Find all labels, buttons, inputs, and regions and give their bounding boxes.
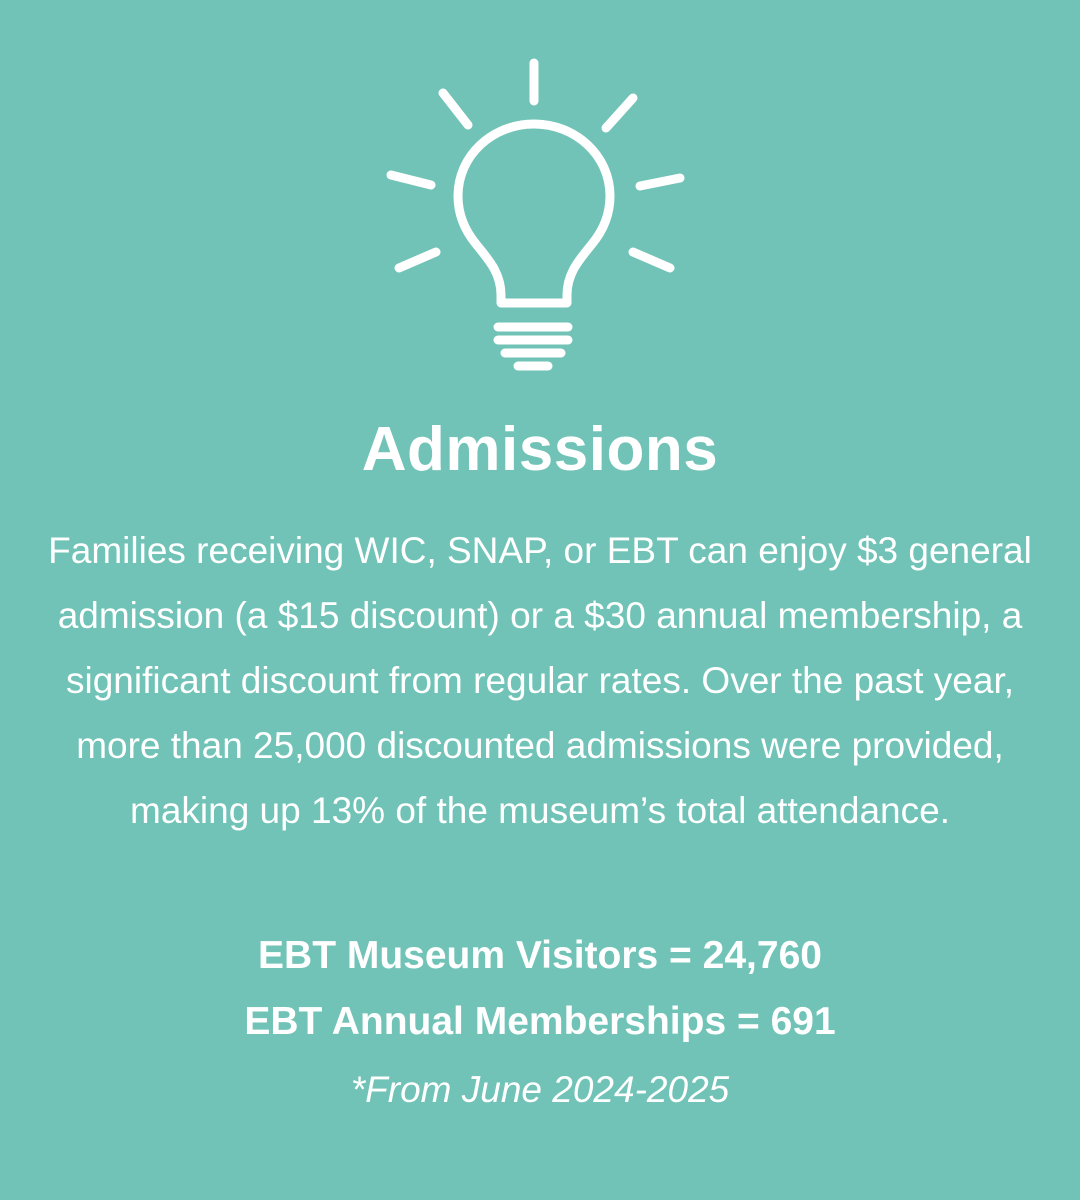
date-range-note: *From June 2024-2025 [350,1069,730,1110]
description-text: Families receiving WIC, SNAP, or EBT can enjoy $3 general admission (a $15 discount) or a $30 annual membership, a significant discount from regular rates. Over the past year, more than 25,000 discounted admissions were provided, making up 13% of the museum’s total attendance. [48,530,1032,831]
stat-ebt-visitors: EBT Museum Visitors = 24,760 [258,934,822,977]
page-title: Admissions [361,415,719,484]
stat-ebt-memberships: EBT Annual Memberships = 691 [244,1000,836,1043]
lightbulb-icon [0,0,1080,400]
